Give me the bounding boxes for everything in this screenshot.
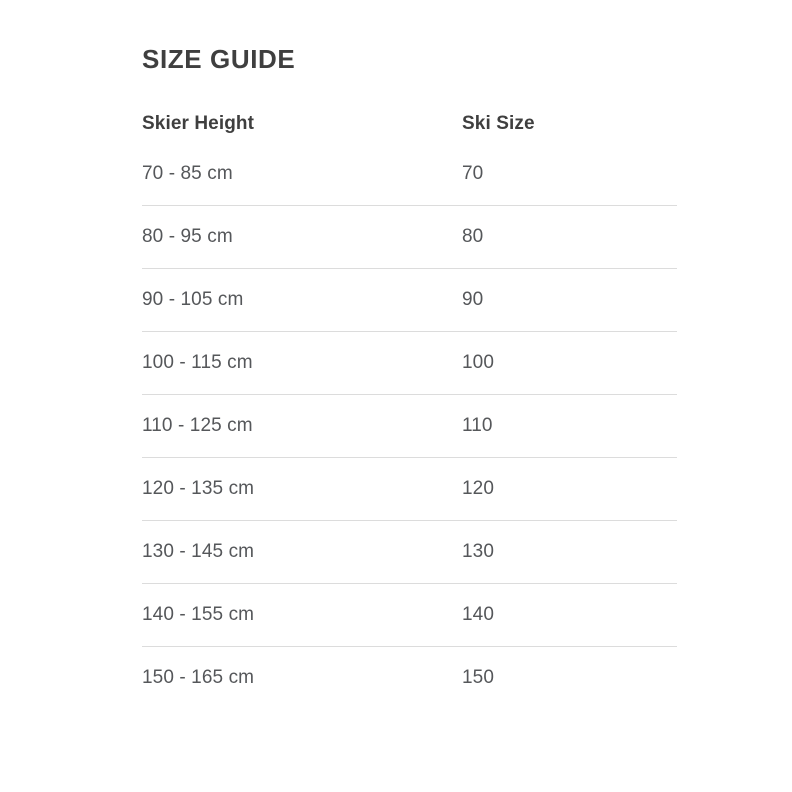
table-row — [142, 332, 677, 395]
cell-skier-height: 80 - 95 cm — [142, 206, 462, 269]
cell-skier-height: 130 - 145 cm — [142, 521, 462, 584]
size-guide-table — [142, 113, 677, 709]
table-row — [142, 269, 677, 332]
cell-skier-height: 100 - 115 cm — [142, 332, 462, 395]
cell-ski-size: 120 — [462, 458, 677, 521]
cell-ski-size: 90 — [462, 269, 677, 332]
column-header-ski-size: Ski Size — [462, 113, 535, 135]
cell-ski-size: 140 — [462, 584, 677, 647]
table-row — [142, 458, 677, 521]
table-row — [142, 584, 677, 647]
column-header-skier-height: Skier Height — [142, 113, 255, 135]
table-row — [142, 163, 677, 206]
table-row — [142, 647, 677, 710]
cell-skier-height: 140 - 155 cm — [142, 584, 462, 647]
page-title: SIZE GUIDE — [142, 44, 296, 74]
cell-ski-size: 70 — [462, 163, 484, 185]
table-body — [142, 163, 677, 709]
table-header-row — [142, 113, 677, 163]
cell-ski-size: 80 — [462, 206, 677, 269]
cell-ski-size: 130 — [462, 521, 677, 584]
table-header — [142, 113, 677, 163]
cell-ski-size: 150 — [462, 647, 677, 710]
cell-skier-height: 90 - 105 cm — [142, 269, 462, 332]
table-row — [142, 395, 677, 458]
cell-ski-size: 110 — [462, 395, 677, 458]
cell-skier-height: 110 - 125 cm — [142, 395, 462, 458]
table-row — [142, 206, 677, 269]
cell-skier-height: 70 - 85 cm — [142, 163, 233, 185]
table-row — [142, 521, 677, 584]
cell-skier-height: 120 - 135 cm — [142, 458, 462, 521]
cell-ski-size: 100 — [462, 332, 677, 395]
cell-skier-height: 150 - 165 cm — [142, 647, 462, 710]
